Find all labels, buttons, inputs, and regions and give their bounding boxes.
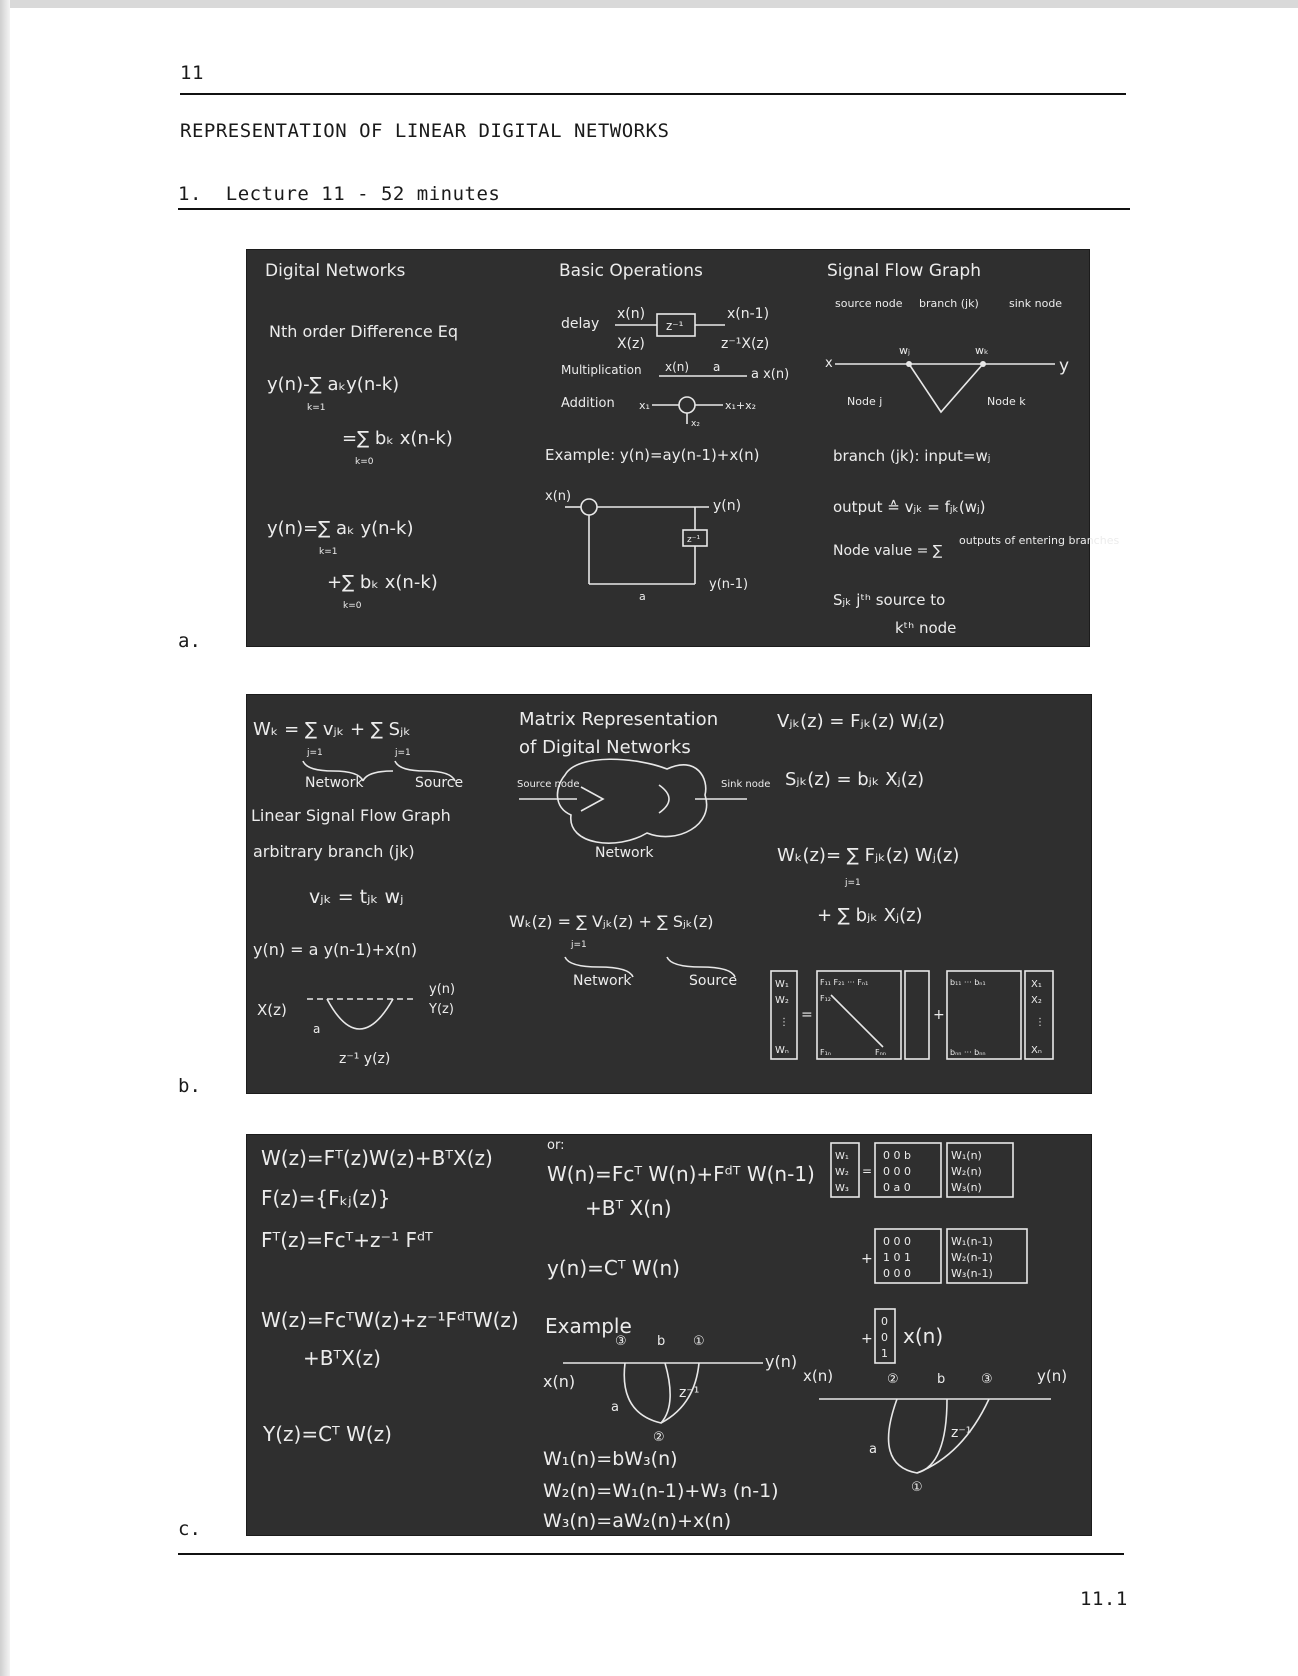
b-eq-w-lim1: j=1 [307, 748, 323, 758]
c-g2-node1: ① [911, 1480, 923, 1495]
b-wk-sum2: + ∑ bⱼₖ Xⱼ(z) [817, 905, 923, 926]
c-g1-b: b [657, 1334, 666, 1349]
b-eq-w-lim2: j=1 [395, 748, 411, 758]
b-vjk: vⱼₖ = tⱼₖ wⱼ [309, 886, 404, 908]
a-sfg-node-k [980, 361, 986, 367]
b-net-label: Network [595, 845, 654, 861]
c-mat-a-1: 0 0 b [883, 1149, 911, 1162]
a-eq1b: =∑ bₖ x(n-k) [342, 428, 453, 449]
c-g1-loop [624, 1363, 670, 1423]
panel-a-label: a. [178, 630, 201, 652]
b-graph-yz: Y(z) [429, 1002, 454, 1017]
section-rule [178, 208, 1130, 210]
c-e5: Y(z)=Cᵀ W(z) [263, 1422, 392, 1446]
a-def4: Sⱼₖ jᵗʰ source to [833, 591, 946, 609]
a-sfg-x: x [825, 356, 833, 371]
b-matrix-eq: = [801, 1007, 813, 1023]
c-m1: W(n)=Fᴄᵀ W(n)+Fᵈᵀ W(n-1) [547, 1162, 815, 1186]
panel-b-board [246, 694, 1092, 1094]
b-mf-diagonal [831, 995, 883, 1047]
a-mult-coef: a [713, 360, 721, 374]
c-g2-node2: ② [887, 1372, 899, 1387]
header-rule [180, 93, 1126, 95]
a-def1: branch (jk): input=wⱼ [833, 447, 991, 465]
c-e4b: +BᵀX(z) [303, 1346, 381, 1370]
footer-rule [178, 1553, 1124, 1555]
panel-c-board [246, 1134, 1092, 1536]
b-linear-sfg: Linear Signal Flow Graph [251, 806, 451, 825]
page-footer-id: 11.1 [1080, 1588, 1128, 1610]
c-m2: y(n)=Cᵀ W(n) [547, 1256, 680, 1280]
panel-a-board [246, 249, 1120, 647]
c-g1-a: a [611, 1400, 619, 1415]
a-def3: Node value = ∑ [833, 543, 943, 559]
b-mat-title2: of Digital Networks [519, 737, 691, 758]
c-w1: W₁(n)=bW₃(n) [543, 1448, 678, 1470]
a-mult-out: a x(n) [751, 367, 790, 382]
b-mat-title1: Matrix Representation [519, 709, 719, 730]
b-mb-2: bₙₙ ··· bₙₙ [950, 1048, 986, 1057]
c-mat-lhs-3: W₃ [835, 1183, 849, 1194]
b-sjkz: Sⱼₖ(z) = bⱼₖ Xⱼ(z) [785, 769, 925, 790]
c-mat-d-2: 1 0 1 [883, 1251, 911, 1264]
a-mult-in: x(n) [665, 360, 690, 374]
a-col1-subtitle: Nth order Difference Eq [269, 322, 459, 341]
b-mf-3: F₁ₙ [820, 1048, 831, 1057]
b-src-node: Source node [517, 779, 580, 790]
a-add-in2: x₂ [691, 419, 700, 429]
a-delay-out: x(n-1) [727, 306, 770, 322]
b-mf-2: F₁₂ [820, 994, 832, 1003]
a-eq2-limit: k=1 [319, 547, 338, 557]
b-mf-1: F₁₁ F₂₁ ··· Fₙ₁ [820, 978, 869, 987]
a-col3-title: Signal Flow Graph [827, 261, 981, 281]
b-network-blob [557, 759, 706, 843]
c-e2: F(z)={Fₖⱼ(z)} [261, 1186, 391, 1210]
c-g1-node1: ① [693, 1334, 705, 1349]
a-add-in: x₁ [639, 399, 650, 412]
a-add-label: Addition [561, 396, 615, 411]
page-edge [0, 0, 1298, 8]
c-mat-b-2: 0 [881, 1331, 888, 1344]
b-network2-label: Network [573, 973, 632, 989]
c-mat-d-3: 0 0 0 [883, 1267, 911, 1280]
a-ex-fb: y(n-1) [709, 577, 749, 592]
c-or: or: [547, 1138, 565, 1153]
b-mw-3: ⋮ [779, 1017, 789, 1028]
b-source2-label: Source [689, 973, 738, 989]
c-mat-a-3: 0 a 0 [883, 1181, 911, 1194]
a-eq1: y(n)-∑ aₖy(n-k) [267, 374, 400, 395]
panel-c-label: c. [178, 1518, 201, 1540]
a-add-out: x₁+x₂ [725, 399, 757, 412]
b-graph-a: a [313, 1022, 321, 1036]
b-mx-2: X₂ [1031, 995, 1042, 1006]
c-g2-a: a [869, 1442, 877, 1457]
b-wkz: Wₖ(z) = ∑ Vⱼₖ(z) + ∑ Sⱼₖ(z) [509, 912, 714, 931]
a-sfg-nodej-label: Node j [847, 395, 883, 408]
b-wk-lim: j=1 [845, 878, 861, 888]
c-g2-z: z⁻¹ [951, 1425, 972, 1441]
c-example: Example [545, 1314, 632, 1338]
b-net-branches-right [659, 785, 669, 813]
c-mat-eq: = [862, 1164, 873, 1178]
panel-b-drawing [247, 695, 1091, 1093]
a-delay-label: delay [561, 316, 600, 332]
c-m1b: +Bᵀ X(n) [585, 1196, 672, 1220]
a-ex-coef: a [639, 590, 646, 603]
b-sink-node: Sink node [721, 779, 771, 790]
c-mat-b-3: 1 [881, 1347, 888, 1360]
b-network-label: Network [305, 775, 364, 791]
a-col1-title: Digital Networks [265, 261, 406, 281]
c-mat-plus1: + [861, 1251, 873, 1267]
b-wk-sum: Wₖ(z)= ∑ Fⱼₖ(z) Wⱼ(z) [777, 845, 960, 866]
b-arbitrary: arbitrary branch (jk) [253, 842, 415, 861]
c-mat-x: x(n) [903, 1324, 944, 1348]
c-w2: W₂(n)=W₁(n-1)+W₃ (n-1) [543, 1480, 779, 1502]
b-mx-4: Xₙ [1031, 1045, 1042, 1056]
panel-b-label: b. [178, 1075, 201, 1097]
c-mat-rhs-2: W₂(n) [951, 1165, 982, 1178]
a-ex-in: x(n) [545, 489, 572, 504]
a-eq2b: +∑ bₖ x(n-k) [327, 572, 438, 593]
b-graph-x: X(z) [257, 1001, 287, 1019]
c-mat-rhs2-1: W₁(n-1) [951, 1235, 993, 1248]
b-eq-w: Wₖ = ∑ vⱼₖ + ∑ Sⱼₖ [253, 719, 411, 740]
a-delay-in-z: X(z) [617, 336, 645, 352]
c-g2-b: b [937, 1372, 946, 1387]
a-ex-adder [581, 499, 597, 515]
a-def2: output ≙ vⱼₖ = fⱼₖ(wⱼ) [833, 498, 986, 516]
panel-c-drawing [247, 1135, 1091, 1535]
page-number: 11 [180, 62, 204, 84]
b-mx-3: ⋮ [1035, 1017, 1045, 1028]
c-e3: Fᵀ(z)=Fᴄᵀ+z⁻¹ Fᵈᵀ [261, 1228, 433, 1252]
c-mat-lhs-2: W₂ [835, 1167, 849, 1178]
a-def3b: outputs of entering branches [959, 534, 1120, 547]
c-mat-b-1: 0 [881, 1315, 888, 1328]
a-mult-label: Multiplication [561, 363, 642, 377]
a-delay-box-text: z⁻¹ [666, 319, 684, 333]
c-g1-z: z⁻¹ [679, 1385, 700, 1401]
c-g1-node2: ② [653, 1430, 665, 1445]
a-def4b: kᵗʰ node [895, 619, 957, 637]
b-graph-y: y(n) [429, 982, 456, 997]
c-mat-rhs2-3: W₃(n-1) [951, 1267, 993, 1280]
a-eq1b-limit: k=0 [355, 457, 374, 467]
b-mw-4: Wₙ [775, 1045, 789, 1056]
b-graph-loop [327, 999, 393, 1029]
c-mat-a-2: 0 0 0 [883, 1165, 911, 1178]
a-sfg-source: source node [835, 297, 903, 310]
a-delay-in: x(n) [617, 306, 646, 322]
a-eq2b-limit: k=0 [343, 601, 362, 611]
b-net-branches-left [581, 787, 603, 811]
c-mat-rhs-1: W₁(n) [951, 1149, 982, 1162]
c-e4: W(z)=FᴄᵀW(z)+z⁻¹FᵈᵀW(z) [261, 1308, 519, 1332]
c-g2-y: y(n) [1037, 1367, 1068, 1385]
page-binding-edge [0, 0, 10, 1676]
c-mat-d-1: 0 0 0 [883, 1235, 911, 1248]
c-mat-rhs-3: W₃(n) [951, 1181, 982, 1194]
c-g1-y: y(n) [765, 1352, 798, 1371]
panel-a-drawing [247, 250, 1120, 646]
a-sfg-branch: branch (jk) [919, 297, 979, 310]
a-example-label: Example: y(n)=ay(n-1)+x(n) [545, 446, 760, 464]
c-mat-lhs-1: W₁ [835, 1151, 849, 1162]
a-sfg-wj: wⱼ [899, 344, 910, 357]
b-graph-z: z⁻¹ y(z) [339, 1051, 391, 1067]
a-ex-out: y(n) [713, 498, 742, 514]
b-mb-1: b₁₁ ··· bₙ₁ [950, 978, 986, 987]
c-mat-plus2: + [861, 1331, 873, 1347]
b-ex-eq: y(n) = a y(n-1)+x(n) [253, 940, 418, 959]
a-ex-delay-text: z⁻¹ [687, 535, 701, 545]
c-w3: W₃(n)=aW₂(n)+x(n) [543, 1510, 732, 1532]
a-col2-title: Basic Operations [559, 261, 703, 281]
c-mat-rhs2-2: W₂(n-1) [951, 1251, 993, 1264]
a-sfg-nodek-label: Node k [987, 395, 1026, 408]
b-mw-2: W₂ [775, 995, 789, 1006]
a-eq2: y(n)=∑ aₖ y(n-k) [267, 518, 414, 539]
b-matrix-plus: + [933, 1007, 945, 1023]
c-g2-x: x(n) [803, 1367, 834, 1385]
a-delay-out-z: z⁻¹X(z) [721, 336, 770, 352]
page-title: REPRESENTATION OF LINEAR DIGITAL NETWORKS [180, 120, 670, 142]
b-mw-1: W₁ [775, 979, 789, 990]
c-e1: W(z)=Fᵀ(z)W(z)+BᵀX(z) [261, 1146, 493, 1170]
c-g1-node3: ③ [615, 1334, 627, 1349]
b-mf-4: Fₙₙ [875, 1048, 886, 1057]
a-sfg-node-j [906, 361, 912, 367]
c-g2-node3: ③ [981, 1372, 993, 1387]
section-heading: 1. Lecture 11 - 52 minutes [178, 183, 501, 205]
a-add-adder [679, 397, 695, 413]
a-sfg-sink: sink node [1009, 297, 1063, 310]
b-source-label: Source [415, 775, 464, 791]
a-sfg-wk: wₖ [975, 344, 989, 357]
a-sfg-y: y [1059, 356, 1070, 376]
a-sfg-branch-v [909, 364, 983, 412]
c-g1-x: x(n) [543, 1372, 576, 1391]
b-mx-1: X₁ [1031, 979, 1042, 990]
b-wkz-lim: j=1 [571, 940, 587, 950]
a-eq1-limit: k=1 [307, 403, 326, 413]
b-matrix-w2-bracket [905, 971, 929, 1059]
b-vjkz: Vⱼₖ(z) = Fⱼₖ(z) Wⱼ(z) [777, 711, 945, 732]
